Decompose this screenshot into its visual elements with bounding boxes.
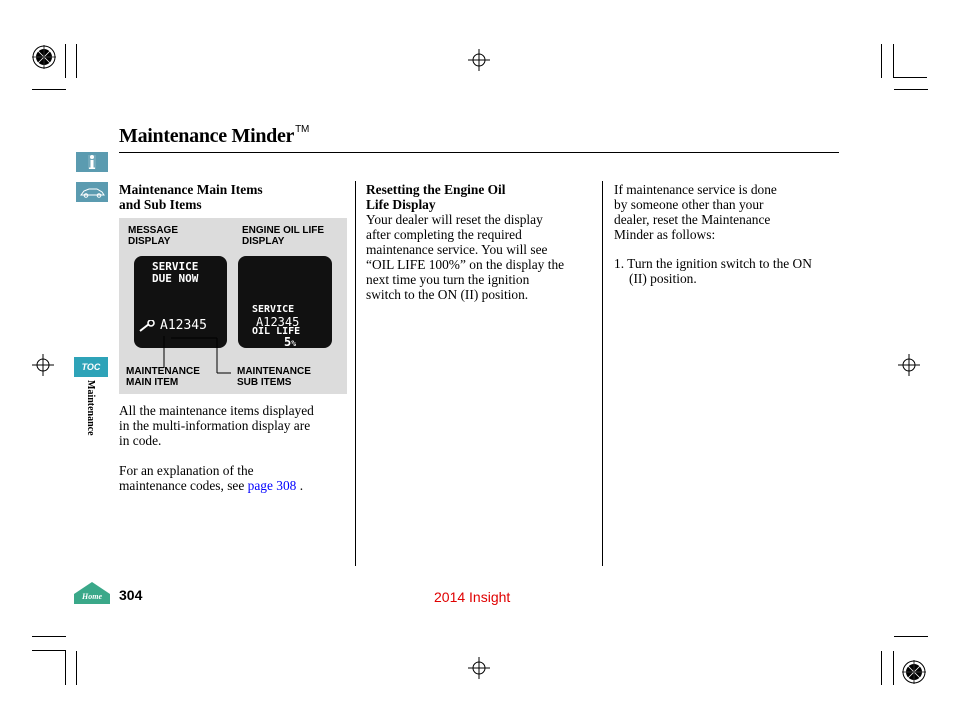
- label-line: MAINTENANCE: [237, 366, 311, 377]
- body-line: For an explanation of the: [119, 463, 254, 478]
- vehicle-tab[interactable]: [76, 182, 108, 202]
- body-line: in the multi-information display are: [119, 418, 311, 433]
- page-number: 304: [119, 587, 143, 603]
- body-text: .: [296, 478, 304, 493]
- heading-line: Maintenance Main Items: [119, 182, 263, 197]
- percent-sign: %: [291, 339, 297, 348]
- display-text: SERVICE: [252, 304, 295, 315]
- info-tab[interactable]: [76, 152, 108, 172]
- label-line: MAINTENANCE: [126, 366, 200, 377]
- display-code: A12345: [160, 318, 207, 333]
- label-line: SUB ITEMS: [237, 377, 292, 388]
- heading-line: and Sub Items: [119, 197, 202, 212]
- title-divider: [119, 152, 839, 153]
- section-label: [84, 380, 96, 470]
- body-line: [119, 478, 349, 493]
- maintenance-main-item-label: [126, 366, 200, 388]
- home-button[interactable]: [74, 582, 110, 604]
- body-line: “OIL LIFE 100%” on the display the: [366, 257, 565, 272]
- model-year-label: 2014 Insight: [434, 589, 511, 605]
- body-line: If maintenance service is done: [614, 182, 777, 197]
- display-text: DUE NOW: [152, 272, 199, 285]
- registration-target-icon: [32, 354, 54, 376]
- body-line: after completing the required: [366, 227, 522, 242]
- label-line: DISPLAY: [128, 236, 171, 247]
- toc-button[interactable]: [74, 357, 108, 377]
- display-text: SERVICE: [152, 260, 199, 273]
- column-1-body: [119, 403, 349, 493]
- body-line: All the maintenance items displayed: [119, 403, 314, 418]
- toc-label: TOC: [81, 362, 101, 372]
- page-title: [119, 124, 309, 148]
- step-line: 1. Turn the ignition switch to the ON: [614, 256, 812, 271]
- body-line: maintenance service. You will see: [366, 242, 548, 257]
- paragraph-spacer: [119, 448, 349, 463]
- body-text: maintenance codes, see: [119, 478, 248, 493]
- registration-target-icon: [898, 354, 920, 376]
- paragraph-spacer: [614, 242, 844, 256]
- display-illustration: [119, 218, 347, 394]
- body-line: in code.: [119, 433, 162, 448]
- color-target-icon: [32, 45, 56, 69]
- color-target-icon: [902, 660, 926, 684]
- body-line: by someone other than your: [614, 197, 764, 212]
- registration-target-icon: [468, 49, 490, 71]
- display-text: OIL LIFE: [252, 326, 301, 337]
- information-icon: [76, 152, 108, 172]
- body-line: next time you turn the ignition: [366, 272, 530, 287]
- display-code: A12345: [256, 315, 300, 329]
- trademark-mark: TM: [295, 124, 309, 135]
- page-title-text: Maintenance Minder: [119, 125, 295, 147]
- body-line: Your dealer will reset the display: [366, 212, 543, 227]
- body-line: switch to the ON (II) position.: [366, 287, 529, 302]
- step-line: (II) position.: [629, 271, 697, 286]
- label-line: MAIN ITEM: [126, 377, 179, 388]
- maintenance-sub-items-label: [237, 366, 311, 388]
- column-divider: [355, 181, 356, 566]
- percent-value: 5: [284, 335, 292, 349]
- car-icon: [76, 182, 108, 202]
- page-308-link[interactable]: page 308: [247, 478, 297, 493]
- column-1-heading: [119, 182, 349, 212]
- column-divider: [602, 181, 603, 566]
- column-3: [614, 182, 844, 286]
- section-label-text: Maintenance: [85, 380, 96, 436]
- body-line: Minder as follows:: [614, 227, 716, 242]
- body-line: dealer, reset the Maintenance: [614, 212, 771, 227]
- registration-target-icon: [468, 657, 490, 679]
- label-line: ENGINE OIL LIFE: [242, 225, 325, 236]
- label-line: MESSAGE: [128, 225, 179, 236]
- heading-line: Resetting the Engine Oil: [366, 182, 506, 197]
- heading-line: Life Display: [366, 197, 436, 212]
- label-line: DISPLAY: [242, 236, 285, 247]
- column-2: [366, 182, 598, 302]
- home-label: Home: [82, 592, 102, 601]
